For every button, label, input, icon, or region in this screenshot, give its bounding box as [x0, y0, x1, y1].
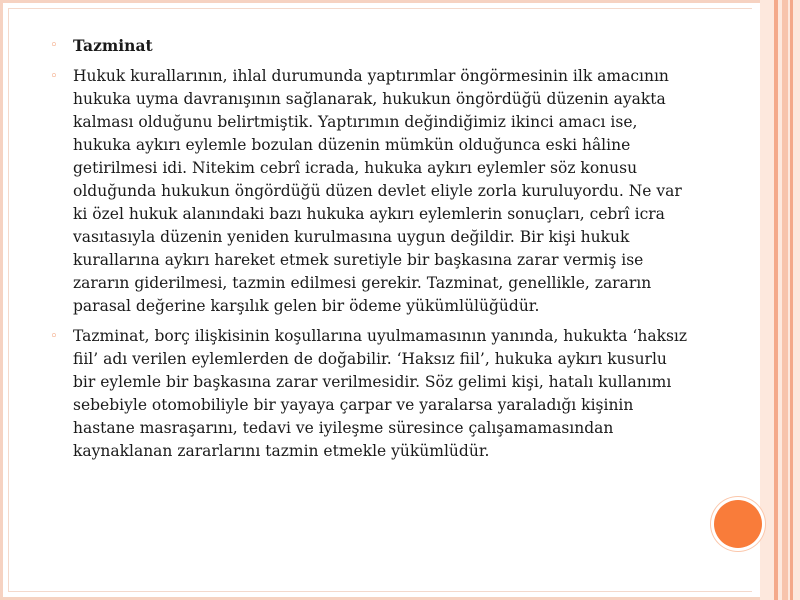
- bullet-list: [50, 34, 690, 463]
- bullet-paragraph-2-text: Tazminat, borç ilişkisinin koşullarına uyulmamasının yanında, hukukta ‘haksız fiil’ adı verilen eylemlerden de doğabilir. ‘Haksız fiil’, hukuka aykırı kusurlu bir eylemle bir başkasına zarar verilmesidir. Söz gelimi kişi, hatalı kullanımı sebebiyle otomobiliyle bir yayaya çarpar ve yaralarsa yaraladığı kişinin hastane masraşarını, tedavi ve iyileşme süresince çalışamamasından kaynaklanan zararlarını tazmin etmekle yükümlüdür.: [73, 327, 688, 460]
- bullet-item-paragraph-2: [50, 325, 690, 463]
- bullet-paragraph-1-text: Hukuk kurallarının, ihlal durumunda yaptırımlar öngörmesinin ilk amacının hukuka uyma davranışının sağlanarak, hukukun öngördüğü düzenin ayakta kalması olduğunu belirtmiştik. Yaptırımın değindiğimiz ikinci amacı ise, hukuka aykırı eylemle bozulan düzenin mümkün olduğunca eski hâline getirilmesi idi. Nitekim cebrî icrada, hukuka aykırı eylemler söz konusu olduğunda hukukun öngördüğü düzen devlet eliyle zorla kuruluyordu. Ne var ki özel hukuk alanındaki bazı hukuka aykırı eylemlerin sonuçları, cebrî icra vasıtasıyla düzenin yeniden kurulmasına uygun değildir. Bir kişi hukuk kurallarına aykırı hareket etmek suretiyle bir başkasına zarar vermiş ise zararın giderilmesi, tazmin edilmesi gerekir. Tazminat, genellikle, zararın parasal değerine karşılık gelen bir ödeme yükümlülüğüdür.: [73, 67, 682, 315]
- bullet-icon: ◦: [50, 38, 58, 53]
- bullet-item-title: [50, 34, 690, 58]
- stripe-1: [774, 0, 778, 600]
- stripe-3: [790, 0, 793, 600]
- slide-content: [50, 34, 690, 470]
- decorative-side-stripes: [760, 0, 800, 600]
- bullet-icon: ◦: [50, 69, 58, 84]
- bullet-icon: ◦: [50, 329, 58, 344]
- stripe-2: [782, 0, 788, 600]
- bullet-item-paragraph-1: [50, 65, 690, 318]
- decorative-orange-circle: [714, 500, 762, 548]
- bullet-title-text: Tazminat: [73, 36, 153, 55]
